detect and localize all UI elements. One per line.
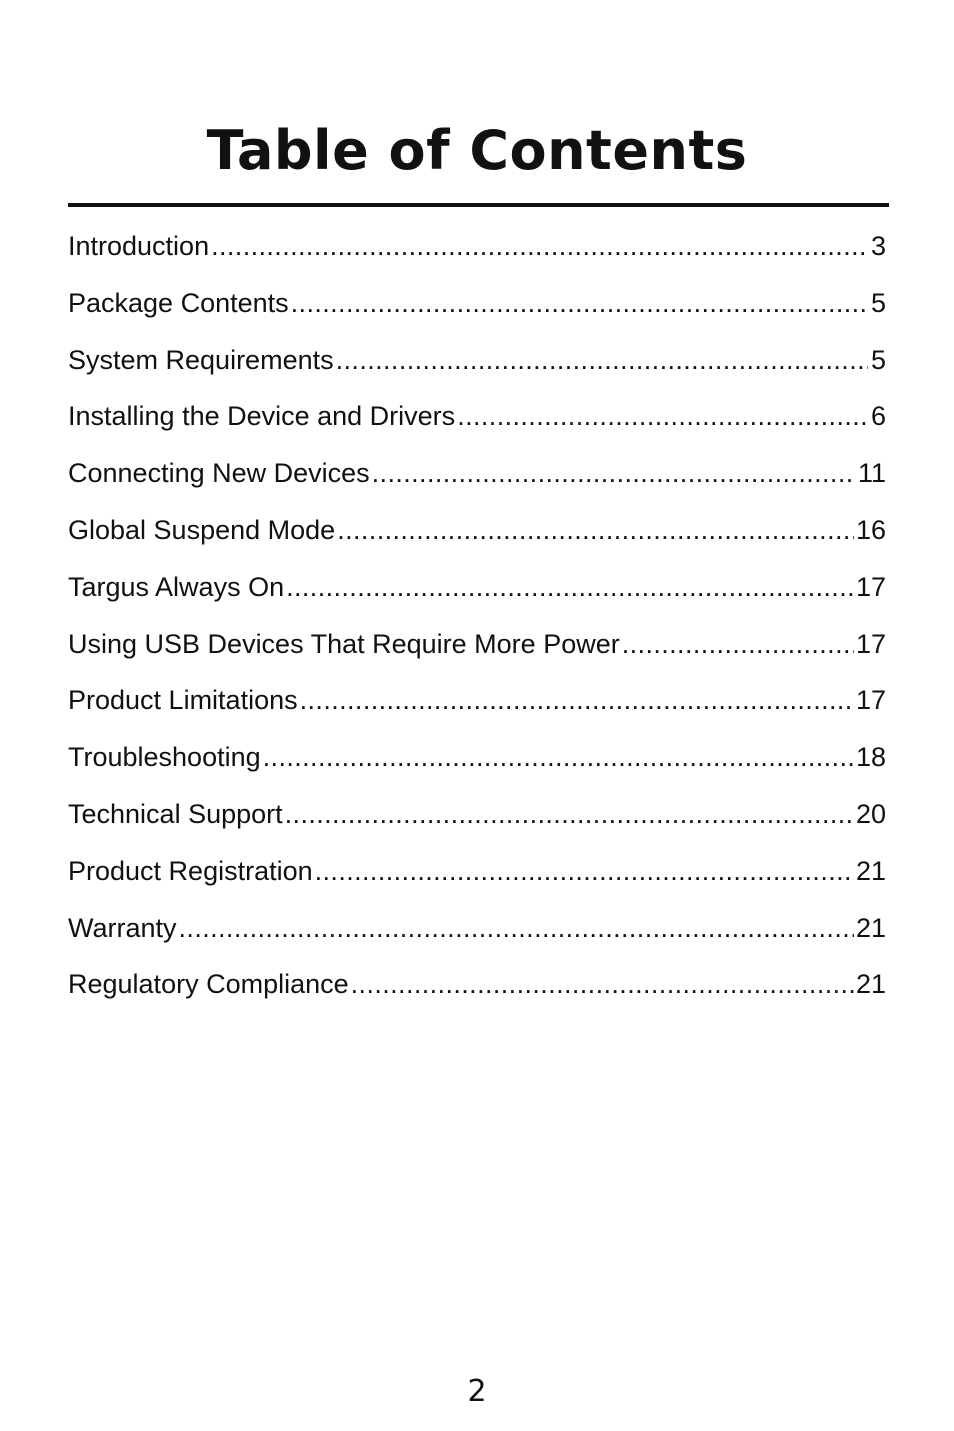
toc-leader-dots [263, 737, 854, 777]
toc-leader-dots [179, 908, 854, 948]
toc-leader-dots [286, 567, 854, 607]
toc-leader-dots [372, 453, 856, 493]
toc-entry-label: Technical Support [68, 798, 283, 829]
toc-entry-page: 5 [870, 344, 886, 375]
toc-leader-dots [351, 964, 854, 1004]
toc-leader-dots [336, 340, 868, 380]
toc-entry-page: 21 [855, 855, 886, 886]
toc-entry-page: 17 [855, 571, 886, 602]
toc-entry-page: 16 [855, 514, 886, 545]
toc-entry-label: Installing the Device and Drivers [68, 401, 456, 432]
toc-entry-product-limitations[interactable] [68, 680, 886, 737]
toc-leader-dots [457, 396, 868, 436]
page-title: Table of Contents [206, 119, 748, 182]
toc-entry-label: Connecting New Devices [68, 458, 370, 489]
toc-leader-dots [300, 680, 854, 720]
toc-entry-page: 18 [855, 742, 886, 773]
toc-entry-label: Troubleshooting [68, 742, 261, 773]
toc-entry-label: Targus Always On [68, 571, 285, 602]
toc-entry-label: Global Suspend Mode [68, 514, 336, 545]
toc-leader-dots [337, 510, 854, 550]
toc-entry-label: Product Registration [68, 855, 313, 886]
toc-entry-page: 11 [857, 458, 886, 489]
toc-leader-dots [291, 283, 868, 323]
toc-entry-global-suspend-mode[interactable] [68, 510, 886, 567]
toc-entry-page: 21 [855, 969, 886, 1000]
table-of-contents [68, 226, 886, 1021]
toc-entry-label: Introduction [68, 231, 210, 261]
toc-entry-label: Package Contents [68, 287, 289, 318]
toc-entry-label: Regulatory Compliance [68, 969, 349, 1000]
toc-entry-page: 17 [855, 685, 886, 716]
toc-entry-page: 21 [855, 912, 886, 943]
toc-leader-dots [622, 624, 854, 664]
toc-entry-page: 6 [870, 401, 886, 432]
toc-entry-label: Product Limitations [68, 685, 298, 716]
toc-entry-regulatory-compliance[interactable] [68, 964, 886, 1021]
toc-entry-page: 20 [855, 798, 886, 829]
toc-entry-page: 5 [870, 287, 886, 318]
toc-leader-dots [285, 794, 854, 834]
toc-entry-label: System Requirements [68, 344, 334, 375]
toc-entry-targus-always-on[interactable] [68, 567, 886, 624]
toc-leader-dots [211, 226, 868, 266]
toc-entry-product-registration[interactable] [68, 851, 886, 908]
toc-entry-label: Using USB Devices That Require More Power [68, 628, 620, 659]
toc-entry-troubleshooting[interactable] [68, 737, 886, 794]
toc-entry-usb-devices-more-power[interactable] [68, 624, 886, 681]
toc-entry-technical-support[interactable] [68, 794, 886, 851]
toc-entry-page: 17 [855, 628, 886, 659]
toc-leader-dots [315, 851, 854, 891]
toc-entry-connecting-new-devices[interactable] [68, 453, 886, 510]
toc-entry-system-requirements[interactable] [68, 340, 886, 397]
toc-entry-installing-device[interactable] [68, 396, 886, 453]
toc-entry-introduction[interactable] [68, 226, 886, 283]
toc-entry-package-contents[interactable] [68, 283, 886, 340]
title-divider [68, 203, 889, 207]
toc-entry-label: Warranty [68, 912, 177, 943]
toc-entry-warranty[interactable] [68, 908, 886, 965]
toc-entry-page: 3 [870, 231, 886, 261]
page-number: 2 [467, 1374, 487, 1409]
